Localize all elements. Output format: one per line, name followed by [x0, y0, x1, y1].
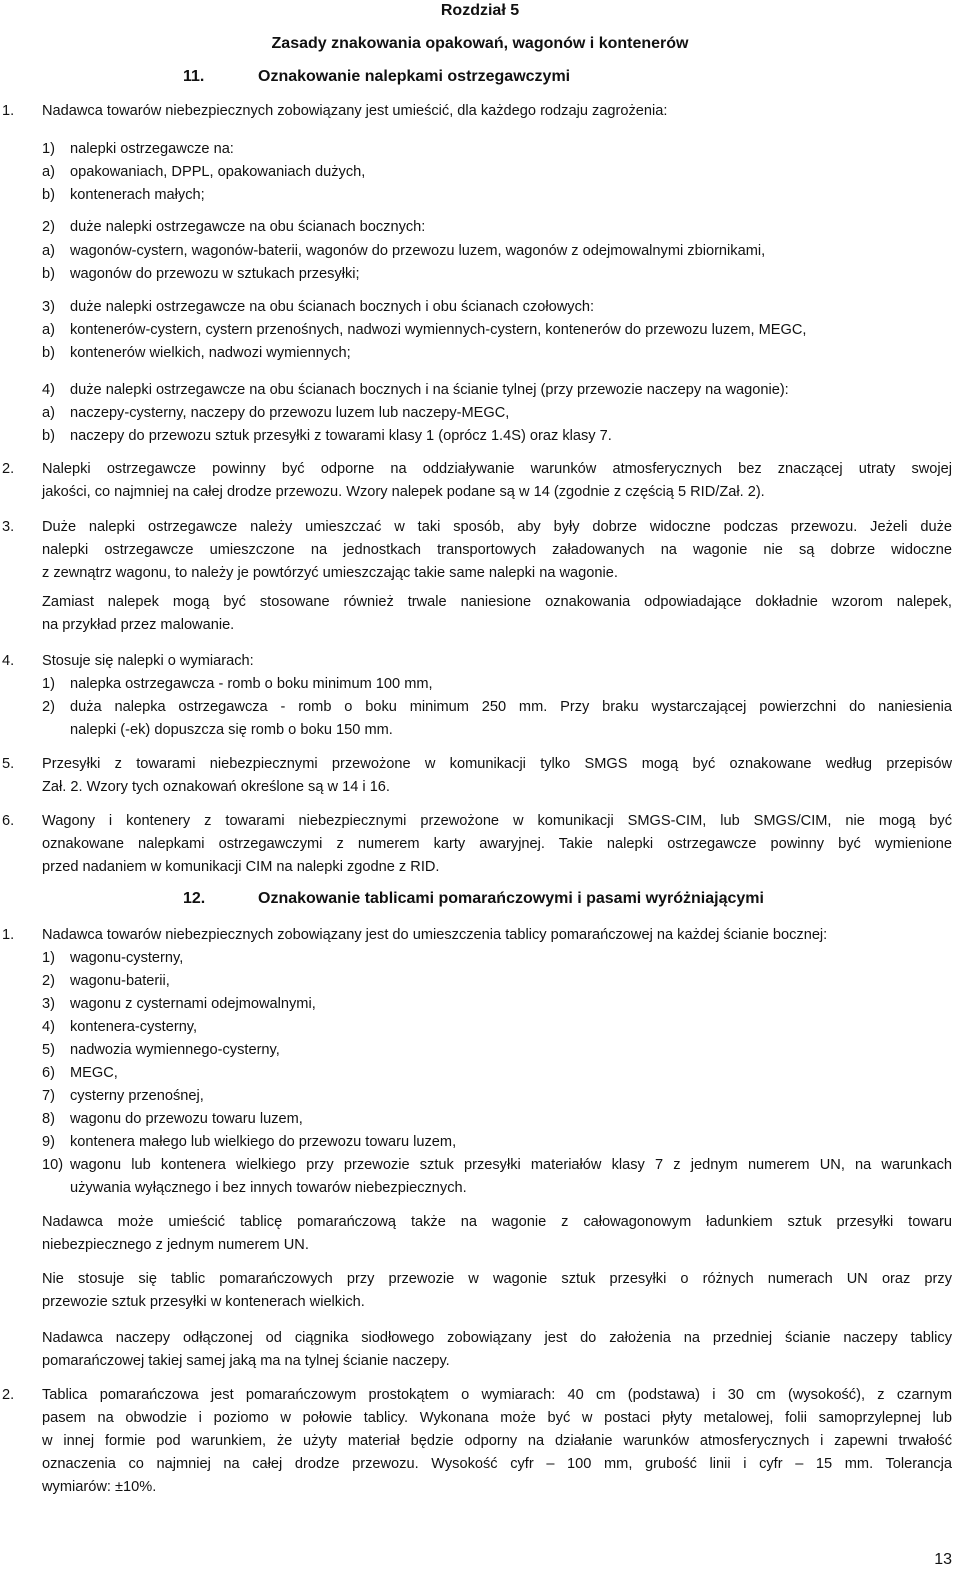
list-item: naczepy do przewozu sztuk przesyłki z towarami klasy 1 (oprócz 1.4S) oraz klasy 7. [70, 428, 612, 444]
s11-p4-number: 4. [2, 653, 15, 669]
s11-p1-item-2-text: duże nalepki ostrzegawcze na obu ścianach bocznych: [70, 219, 426, 235]
s12-note-1-line-2: niebezpiecznego z jednym numerem UN. [42, 1237, 309, 1253]
s12-p2-line-4: oznaczenia co najmniej na całej drodze przewozu. Wysokość cyfr – 100 mm, grubość linii i cyfr – 15 mm. Tolerancja [42, 1456, 952, 1472]
s12-p2-line-3: w innej formie pod warunkiem, że użyty materiał będzie odporny na działanie warunków atmosferycznych i zapewni trwałość [42, 1433, 952, 1449]
s11-p4-intro: Stosuje się nalepki o wymiarach: [42, 653, 254, 669]
s11-p6-line-1: Wagony i kontenery z towarami niebezpiecznymi przewożone w komunikacji SMGS-CIM, lub SMGS/CIM, nie mogą być [42, 813, 952, 829]
s11-p1-item-1-label: 1) [42, 141, 55, 157]
s11-p3-line-4: Zamiast nalepek mogą być stosowane również trwale naniesione oznakowania odpowiadające dokładnie wzorom nalepek, [42, 594, 952, 610]
list-item-label: 9) [42, 1134, 55, 1150]
s12-note-2-line-1: Nie stosuje się tablic pomarańczowych przy przewozie w wagonie sztuk przesyłki o różnych numerach UN oraz przy [42, 1271, 952, 1287]
list-item: wagonu-baterii, [70, 973, 170, 989]
section-11-number: 11. [183, 68, 205, 85]
list-item-continuation: nalepki (-ek) dopuszcza się romb o boku 150 mm. [70, 722, 393, 738]
page-number: 13 [934, 1551, 952, 1568]
list-item-label: b) [42, 187, 55, 203]
s12-p2-line-1: Tablica pomarańczowa jest pomarańczowym prostokątem o wymiarach: 40 cm (podstawa) i 30 cm (wysokość), z czarnym [42, 1387, 952, 1403]
list-item: cysterny przenośnej, [70, 1088, 204, 1104]
list-item-label: a) [42, 164, 55, 180]
list-item-label: b) [42, 266, 55, 282]
s11-p3-line-1: Duże nalepki ostrzegawcze należy umieszczać w taki sposób, aby były dobrze widoczne podczas przewozu. Jeżeli duże [42, 519, 952, 535]
list-item: wagonu lub kontenera wielkiego przy przewozie sztuk przesyłki materiałów klasy 7 z jednym numerem UN, na warunkach [70, 1157, 952, 1173]
list-item: opakowaniach, DPPL, opakowaniach dużych, [70, 164, 366, 180]
s11-p3-line-2: nalepki ostrzegawcze umieszczone na jednostkach transportowych załadowanych na wagonie nie są dobrze widoczne [42, 542, 952, 558]
list-item-label: 4) [42, 1019, 55, 1035]
s11-p3-number: 3. [2, 519, 15, 535]
chapter-title: Zasady znakowania opakowań, wagonów i kontenerów [271, 35, 689, 52]
list-item-label: 7) [42, 1088, 55, 1104]
list-item: kontenera-cysterny, [70, 1019, 198, 1035]
list-item: naczepy-cysterny, naczepy do przewozu luzem lub naczepy-MEGC, [70, 405, 510, 421]
s11-p1-item-1-text: nalepki ostrzegawcze na: [70, 141, 234, 157]
list-item: wagonu z cysternami odejmowalnymi, [70, 996, 316, 1012]
s11-p2-number: 2. [2, 461, 15, 477]
list-item-label: 1) [42, 676, 55, 692]
s11-p1-item-4-text: duże nalepki ostrzegawcze na obu ścianach bocznych i na ścianie tylnej (przy przewozie naczepy na wagonie): [70, 382, 789, 398]
s12-note-3-line-2: pomarańczowej takiej samej jaką ma na tylnej ścianie naczepy. [42, 1353, 450, 1369]
list-item-label: 2) [42, 699, 55, 715]
s11-p2-line-1: Nalepki ostrzegawcze powinny być odporne na oddziaływanie warunków atmosferycznych bez znaczącej utraty swojej [42, 461, 952, 477]
s11-p3-line-5: na przykład przez malowanie. [42, 617, 235, 633]
s11-p1-intro: Nadawca towarów niebezpiecznych zobowiązany jest umieścić, dla każdego rodzaju zagrożenia: [42, 103, 668, 119]
list-item: MEGC, [70, 1065, 118, 1081]
list-item: wagonów do przewozu w sztukach przesyłki; [70, 266, 360, 282]
section-12-title: Oznakowanie tablicami pomarańczowymi i pasami wyróżniającymi [258, 890, 764, 907]
s11-p6-number: 6. [2, 813, 15, 829]
s11-p5-line-1: Przesyłki z towarami niebezpiecznymi przewożone w komunikacji tylko SMGS mogą być oznakowane według przepisów [42, 756, 952, 772]
list-item-label: 10) [42, 1157, 64, 1173]
list-item-label: 6) [42, 1065, 55, 1081]
list-item: kontenerach małych; [70, 187, 205, 203]
s12-p1-intro: Nadawca towarów niebezpiecznych zobowiązany jest do umieszczenia tablicy pomarańczowej na każdej ścianie bocznej: [42, 927, 828, 943]
list-item-label: b) [42, 345, 55, 361]
s11-p1-number: 1. [2, 103, 15, 119]
list-item: nalepka ostrzegawcza - romb o boku minimum 100 mm, [70, 676, 433, 692]
s12-note-3-line-1: Nadawca naczepy odłączonej od ciągnika siodłowego zobowiązany jest do założenia na przedniej ścianie naczepy tablicy [42, 1330, 952, 1346]
list-item-label: 2) [42, 973, 55, 989]
s11-p1-item-4-label: 4) [42, 382, 55, 398]
s12-p2-number: 2. [2, 1387, 15, 1403]
list-item-label: 1) [42, 950, 55, 966]
s11-p1-item-3-label: 3) [42, 299, 55, 315]
list-item-label: a) [42, 243, 55, 259]
list-item: wagonu do przewozu towaru luzem, [70, 1111, 303, 1127]
list-item: nadwozia wymiennego-cysterny, [70, 1042, 280, 1058]
s11-p1-item-3-text: duże nalepki ostrzegawcze na obu ścianach bocznych i obu ścianach czołowych: [70, 299, 595, 315]
s11-p2-line-2: jakości, co najmniej na całej drodze przewozu. Wzory nalepek podane są w 14 (zgodnie z częścią 5 RID/Zał. 2). [42, 484, 765, 500]
list-item: kontenerów wielkich, nadwozi wymiennych; [70, 345, 351, 361]
s11-p3-line-3: z zewnątrz wagonu, to należy je powtórzyć umieszczając takie same nalepki na wagonie. [42, 565, 618, 581]
s12-p2-line-5: wymiarów: ±10%. [42, 1479, 157, 1495]
list-item-label: a) [42, 322, 55, 338]
s12-p2-line-2: pasem na obwodzie i poziomo w połowie tablicy. Wykonana może być w postaci płyty metalowej, folii samoprzylepnej lub [42, 1410, 952, 1426]
s12-p1-number: 1. [2, 927, 15, 943]
s12-note-2-line-2: przewozie sztuk przesyłki w kontenerach wielkich. [42, 1294, 365, 1310]
s12-note-1-line-1: Nadawca może umieścić tablicę pomarańczową także na wagonie z całowagonowym ładunkiem sztuk przesyłki towaru [42, 1214, 952, 1230]
section-11-title: Oznakowanie nalepkami ostrzegawczymi [258, 68, 571, 85]
list-item: wagonu-cysterny, [70, 950, 184, 966]
list-item: kontenerów-cystern, cystern przenośnych, nadwozi wymiennych-cystern, kontenerów do przewozu luzem, MEGC, [70, 322, 807, 338]
list-item-label: b) [42, 428, 55, 444]
s11-p5-line-2: Zał. 2. Wzory tych oznakowań określone są w 14 i 16. [42, 779, 390, 795]
list-item-continuation: używania wyłącznego i bez innych towarów niebezpiecznych. [70, 1180, 467, 1196]
list-item: kontenera małego lub wielkiego do przewozu towaru luzem, [70, 1134, 457, 1150]
list-item-label: 8) [42, 1111, 55, 1127]
list-item: duża nalepka ostrzegawcza - romb o boku minimum 250 mm. Przy braku wystarczającej powierzchni do naniesienia [70, 699, 952, 715]
chapter-heading: Rozdział 5 [440, 2, 520, 19]
s11-p6-line-2: oznakowane nalepkami ostrzegawczymi z numerem karty awaryjnej. Takie nalepki ostrzegawcze powinny być wymienione [42, 836, 952, 852]
s11-p6-line-3: przed nadaniem w komunikacji CIM na nalepki zgodne z RID. [42, 859, 440, 875]
s11-p1-item-2-label: 2) [42, 219, 55, 235]
list-item-label: 3) [42, 996, 55, 1012]
section-12-number: 12. [183, 890, 206, 907]
list-item-label: 5) [42, 1042, 55, 1058]
list-item: wagonów-cystern, wagonów-baterii, wagonów do przewozu luzem, wagonów z odejmowalnymi zbiornikami, [70, 243, 766, 259]
list-item-label: a) [42, 405, 55, 421]
s11-p5-number: 5. [2, 756, 15, 772]
